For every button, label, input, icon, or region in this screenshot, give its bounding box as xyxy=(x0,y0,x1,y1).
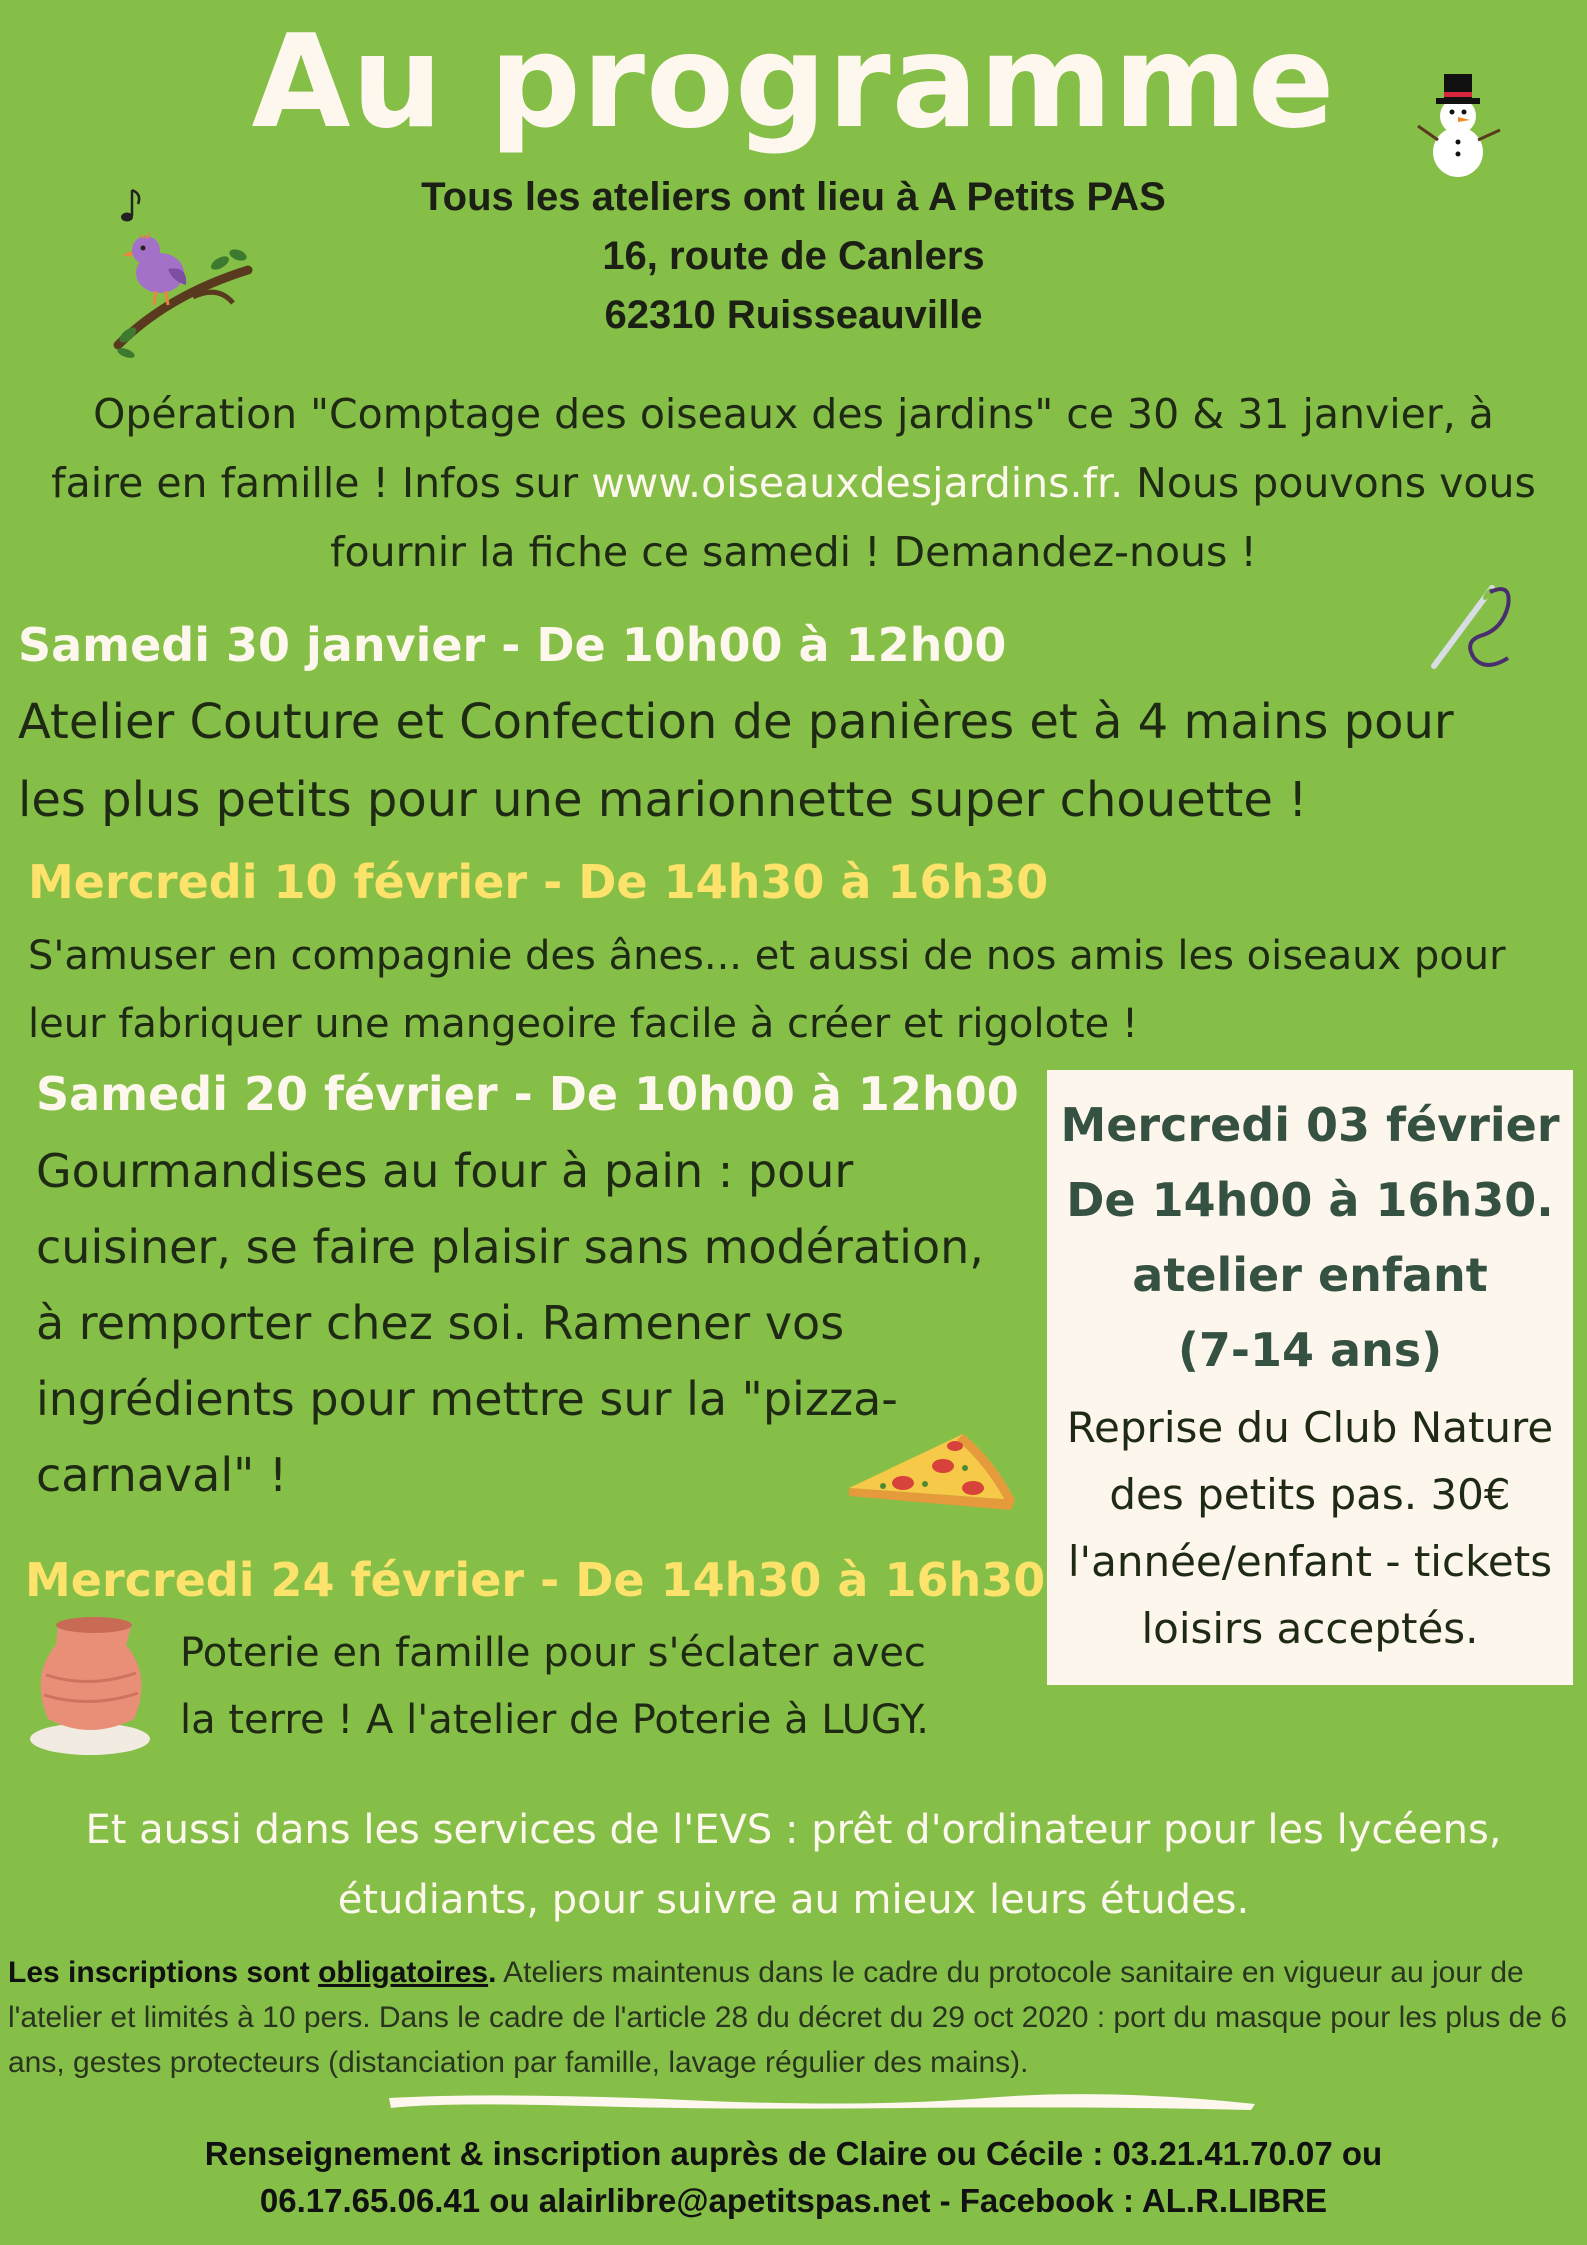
intro-line-1: Opération "Comptage des oiseaux des jardins" ce 30 & 31 janvier, à xyxy=(93,390,1494,438)
clay-pot-icon xyxy=(28,1615,158,1760)
location-block xyxy=(0,168,1587,345)
rules-lead: Les inscriptions sont xyxy=(8,1956,319,1989)
pizza-slice-icon xyxy=(843,1428,1018,1513)
event-4-line-1: Poterie en famille pour s'éclater avec xyxy=(180,1630,926,1676)
rules-dot: . xyxy=(488,1956,497,1989)
card-heading xyxy=(1047,1088,1573,1388)
event-3-line-3: à remporter chez soi. Ramener vos xyxy=(36,1296,845,1350)
event-4-description xyxy=(180,1620,1040,1754)
rules-mandatory: obligatoires xyxy=(318,1956,489,1989)
evs-services xyxy=(0,1795,1587,1935)
needle-thread-icon xyxy=(1430,580,1515,670)
evs-line-1: Et aussi dans les services de l'EVS : prêt d'ordinateur pour les lycéens, xyxy=(85,1807,1502,1853)
brush-divider xyxy=(385,2088,1260,2114)
card-heading-line-1: Mercredi 03 février xyxy=(1060,1098,1560,1152)
event-1-line-1: Atelier Couture et Confection de panières et à 4 mains pour xyxy=(18,694,1454,750)
card-body-line-4: loisirs acceptés. xyxy=(1141,1604,1479,1653)
event-4-line-2: la terre ! A l'atelier de Poterie à LUGY. xyxy=(180,1697,929,1743)
snowman-icon xyxy=(1410,60,1510,180)
event-3-line-4: ingrédients pour mettre sur la "pizza- xyxy=(36,1372,898,1426)
event-2-description xyxy=(28,922,1558,1058)
card-body-line-1: Reprise du Club Nature xyxy=(1066,1403,1554,1452)
intro-text: faire en famille ! Infos sur xyxy=(51,459,592,507)
card-body-line-3: l'année/enfant - tickets xyxy=(1067,1537,1553,1586)
event-3-line-1: Gourmandises au four à pain : pour xyxy=(36,1144,854,1198)
card-body-line-2: des petits pas. 30€ xyxy=(1109,1470,1511,1519)
contact-line-2: 06.17.65.06.41 ou alairlibre@apetitspas.net - Facebook : AL.R.LIBRE xyxy=(259,2182,1328,2219)
card-body xyxy=(1047,1394,1573,1662)
contact-info xyxy=(0,2130,1587,2224)
event-2-line-2: leur fabriquer une mangeoire facile à créer et rigolote ! xyxy=(28,1001,1138,1047)
event-2-title: Mercredi 10 février - De 14h30 à 16h30 xyxy=(28,855,1049,909)
event-1-line-2: les plus petits pour une marionnette super chouette ! xyxy=(18,772,1308,828)
location-line-1: Tous les ateliers ont lieu à A Petits PAS xyxy=(421,175,1166,219)
event-3-line-5: carnaval" ! xyxy=(36,1448,288,1502)
rules-text: Ateliers maintenus dans le cadre du protocole sanitaire en vigueur au jour de l'atelier et limités à 10 pers. Dans le cadre de l'article 28 du décret du 29 oct 2020 : port du masque pour les plus de 6 ans, gestes protecteurs (distanciation par famille, lavage régulier des mains). xyxy=(8,1956,1568,2079)
event-2-line-1: S'amuser en compagnie des ânes... et aussi de nos amis les oiseaux pour xyxy=(28,933,1506,979)
contact-line-1: Renseignement & inscription auprès de Claire ou Cécile : 03.21.41.70.07 ou xyxy=(204,2135,1383,2172)
card-heading-line-4: (7-14 ans) xyxy=(1177,1323,1443,1377)
page-title: Au programme xyxy=(251,8,1336,157)
event-3-line-2: cuisiner, se faire plaisir sans modération, xyxy=(36,1220,984,1274)
event-1-title: Samedi 30 janvier - De 10h00 à 12h00 xyxy=(18,618,1007,672)
event-4-title: Mercredi 24 février - De 14h30 à 16h30 xyxy=(25,1553,1046,1607)
card-heading-line-2: De 14h00 à 16h30. xyxy=(1066,1173,1554,1227)
kids-workshop-card xyxy=(1047,1070,1573,1685)
intro-paragraph xyxy=(0,380,1587,587)
event-1-description xyxy=(18,683,1550,839)
website-link[interactable]: www.oiseauxdesjardins.fr. xyxy=(591,459,1124,507)
card-heading-line-3: atelier enfant xyxy=(1132,1248,1488,1302)
event-3-title: Samedi 20 février - De 10h00 à 12h00 xyxy=(36,1067,1019,1121)
intro-line-2 xyxy=(0,449,1587,518)
location-line-3: 62310 Ruisseauville xyxy=(604,293,983,337)
intro-text: Nous pouvons vous xyxy=(1123,459,1536,507)
registration-rules xyxy=(8,1950,1578,2085)
evs-line-2: étudiants, pour suivre au mieux leurs études. xyxy=(337,1877,1250,1923)
location-line-2: 16, route de Canlers xyxy=(602,234,985,278)
intro-line-3: fournir la fiche ce samedi ! Demandez-nous ! xyxy=(330,528,1257,576)
